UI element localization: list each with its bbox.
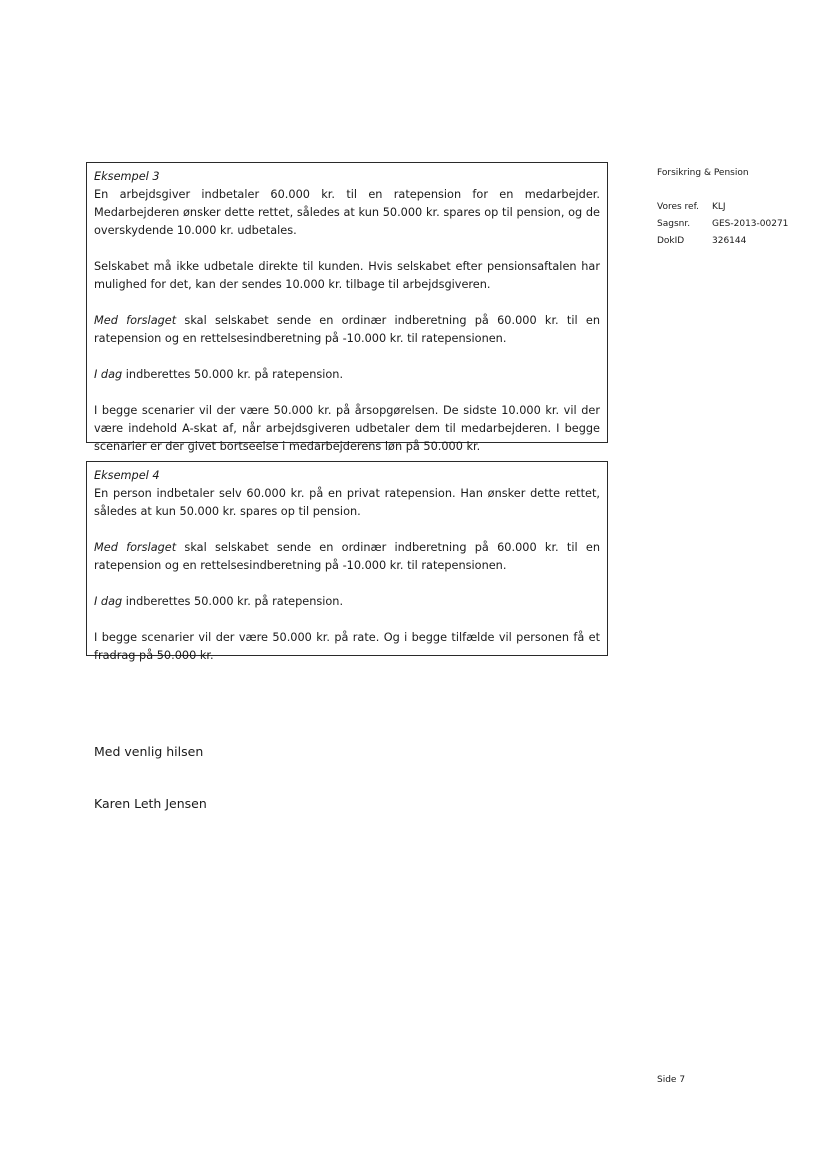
paragraph-text: indberettes 50.000 kr. på ratepension. bbox=[122, 595, 344, 608]
meta-value: GES-2013-00271 bbox=[712, 219, 789, 229]
paragraph-text: skal selskabet sende en ordinær indberetning på 60.000 kr. til en ratepension og en rettelsesindberetning på -10.000 kr. til ratepensionen. bbox=[94, 541, 600, 572]
meta-key: Sagsnr. bbox=[657, 219, 691, 229]
meta-key: DokID bbox=[657, 236, 685, 246]
example-4-paragraph-4: I begge scenarier vil der være 50.000 kr. på rate. Og i begge tilfælde vil personen få et fradrag på 50.000 kr. bbox=[94, 631, 600, 662]
meta-row-case-number bbox=[657, 216, 788, 233]
example-3-paragraph-3 bbox=[94, 312, 600, 348]
signature-name: Karen Leth Jensen bbox=[94, 796, 207, 811]
meta-row-ref bbox=[657, 199, 788, 216]
organization-name: Forsikring & Pension bbox=[657, 168, 749, 178]
example-3-paragraph-1: En arbejdsgiver indbetaler 60.000 kr. til en ratepension for en medarbejder. Medarbejderen ønsker dette rettet, således at kun 50.000 kr. spares op til pension, og de overskydende 10.000 kr. udbetales. bbox=[94, 188, 600, 237]
document-metadata bbox=[657, 165, 788, 250]
closing-greeting: Med venlig hilsen bbox=[94, 744, 204, 759]
paragraph-text: indberettes 50.000 kr. på ratepension. bbox=[122, 368, 344, 381]
example-4-title: Eksempel 4 bbox=[94, 469, 160, 482]
meta-value: 326144 bbox=[712, 236, 747, 246]
paragraph-text: skal selskabet sende en ordinær indberetning på 60.000 kr. til en ratepension og en rettelsesindberetning på -10.000 kr. til ratepensionen. bbox=[94, 314, 600, 345]
emphasis-text: I dag bbox=[94, 595, 123, 608]
meta-key: Vores ref. bbox=[657, 202, 699, 212]
example-4-paragraph-2 bbox=[94, 539, 600, 575]
emphasis-text: Med forslaget bbox=[94, 541, 177, 554]
meta-row-doc-id bbox=[657, 233, 788, 250]
emphasis-text: I dag bbox=[94, 368, 123, 381]
example-4-box bbox=[86, 461, 608, 662]
example-3-paragraph-4 bbox=[94, 366, 600, 384]
example-3-paragraph-5: I begge scenarier vil der være 50.000 kr. på årsopgørelsen. De sidste 10.000 kr. vil der være indehold A-skat af, når arbejdsgiveren udbetaler dem til medarbejderen. I begge scenarier er der givet bortseelse i medarbejderens løn på 50.000 kr. bbox=[94, 404, 600, 453]
page-number: Side 7 bbox=[657, 1075, 686, 1085]
example-4-paragraph-3 bbox=[94, 593, 600, 611]
example-4-paragraph-1: En person indbetaler selv 60.000 kr. på en privat ratepension. Han ønsker dette rettet, således at kun 50.000 kr. spares op til pension. bbox=[94, 487, 600, 518]
example-3-box bbox=[86, 162, 608, 453]
example-3-paragraph-2: Selskabet må ikke udbetale direkte til kunden. Hvis selskabet efter pensionsaftalen har mulighed for det, kan der sendes 10.000 kr. tilbage til arbejdsgiveren. bbox=[94, 260, 600, 291]
emphasis-text: Med forslaget bbox=[94, 314, 177, 327]
meta-value: KLJ bbox=[712, 202, 726, 212]
example-3-title: Eksempel 3 bbox=[94, 170, 160, 183]
